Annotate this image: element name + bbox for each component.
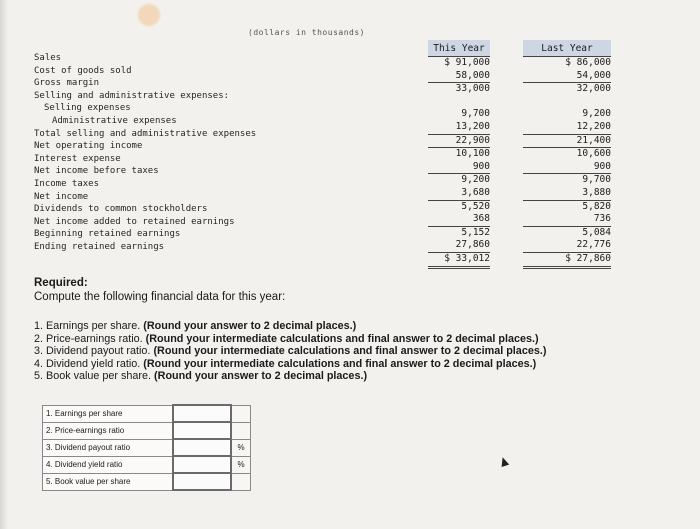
value-cell: 3,680 bbox=[428, 187, 490, 201]
row-label: Total selling and administrative expenses bbox=[34, 128, 257, 139]
value-cell: 33,000 bbox=[455, 83, 490, 95]
value-cell: 900 bbox=[428, 161, 490, 175]
value-cell: 5,520 bbox=[461, 200, 490, 212]
answer-row bbox=[43, 456, 251, 473]
unit-cell bbox=[231, 405, 251, 422]
value-cell: 9,200 bbox=[582, 108, 611, 120]
answer-label: 5. Book value per share bbox=[43, 473, 174, 490]
value-cell: 22,776 bbox=[523, 239, 611, 253]
required-title: Required: bbox=[34, 277, 88, 289]
mouse-cursor-icon bbox=[499, 456, 509, 467]
answer-label: 1. Earnings per share bbox=[43, 405, 174, 422]
value-cell: 9,700 bbox=[461, 108, 490, 120]
row-label: Net income added to retained earnings bbox=[34, 216, 235, 227]
required-section bbox=[34, 276, 285, 304]
value-cell: 32,000 bbox=[576, 83, 611, 95]
requirement-item: 4. Dividend yield ratio. (Round your intermediate calculations and final answer to 2 decimal places.) bbox=[34, 357, 537, 370]
requirement-item: 5. Book value per share. (Round your answer to 2 decimal places.) bbox=[34, 370, 368, 383]
value-cell: 13,200 bbox=[428, 121, 490, 135]
value-cell: 900 bbox=[523, 161, 611, 175]
percent-unit: % bbox=[231, 456, 251, 473]
value-cell: 10,600 bbox=[576, 148, 611, 160]
page-edge bbox=[0, 0, 8, 529]
value-cell: 3,880 bbox=[523, 187, 611, 201]
requirement-item: 2. Price-earnings ratio. (Round your intermediate calculations and final answer to 2 decimal places.) bbox=[34, 332, 539, 345]
dividend-yield-ratio-input[interactable] bbox=[173, 456, 231, 473]
value-cell: $ 33,012 bbox=[428, 253, 490, 269]
last-year-column bbox=[523, 40, 611, 269]
row-label: Beginning retained earnings bbox=[34, 229, 181, 240]
value-cell: 368 bbox=[428, 213, 490, 227]
value-cell: 736 bbox=[523, 213, 611, 227]
answer-row bbox=[43, 473, 251, 490]
row-label: Selling and administrative expenses: bbox=[34, 90, 230, 101]
row-label: Net income bbox=[34, 191, 89, 202]
row-label: Cost of goods sold bbox=[34, 65, 132, 76]
value-cell bbox=[428, 96, 490, 109]
requirement-item: 3. Dividend payout ratio. (Round your intermediate calculations and final answer to 2 decimal places.) bbox=[34, 345, 547, 358]
glare-spot bbox=[138, 4, 160, 26]
units-note: (dollars in thousands) bbox=[248, 28, 365, 37]
row-label: Administrative expenses bbox=[52, 115, 177, 126]
answer-table bbox=[42, 404, 251, 491]
value-cell: $ 91,000 bbox=[444, 57, 490, 68]
answer-row bbox=[43, 439, 251, 456]
answer-label: 3. Dividend payout ratio bbox=[43, 439, 174, 456]
value-cell: 9,200 bbox=[461, 174, 490, 186]
value-cell: 54,000 bbox=[523, 70, 611, 84]
value-cell: $ 27,860 bbox=[523, 253, 611, 269]
unit-cell bbox=[231, 473, 251, 490]
answer-row bbox=[43, 405, 251, 422]
answer-label: 4. Dividend yield ratio bbox=[43, 456, 174, 473]
row-label: Selling expenses bbox=[44, 103, 131, 114]
percent-unit: % bbox=[231, 439, 251, 456]
earnings-per-share-input[interactable] bbox=[173, 405, 231, 422]
value-cell: 5,152 bbox=[461, 226, 490, 238]
requirements-list bbox=[34, 320, 546, 383]
requirement-item: 1. Earnings per share. (Round your answer to 2 decimal places.) bbox=[34, 320, 357, 332]
value-cell: 22,900 bbox=[428, 135, 490, 149]
price-earnings-ratio-input[interactable] bbox=[173, 422, 231, 439]
value-cell bbox=[523, 96, 611, 109]
row-label: Net operating income bbox=[34, 141, 143, 152]
value-cell: 10,100 bbox=[455, 148, 490, 160]
value-cell: 27,860 bbox=[428, 239, 490, 253]
book-value-per-share-input[interactable] bbox=[173, 473, 231, 490]
statement-labels bbox=[34, 52, 256, 254]
row-label: Income taxes bbox=[34, 178, 100, 189]
required-intro: Compute the following financial data for this year: bbox=[34, 291, 286, 303]
this-year-column bbox=[428, 40, 490, 269]
value-cell: 21,400 bbox=[523, 135, 611, 149]
income-statement bbox=[28, 40, 616, 266]
value-cell: $ 86,000 bbox=[565, 57, 611, 68]
row-label: Interest expense bbox=[34, 153, 121, 164]
row-label: Ending retained earnings bbox=[34, 241, 165, 252]
last-year-header: Last Year bbox=[523, 40, 611, 57]
row-label: Dividends to common stockholders bbox=[34, 204, 208, 215]
value-cell: 5,820 bbox=[582, 200, 611, 212]
value-cell: 5,084 bbox=[582, 226, 611, 238]
value-cell: 58,000 bbox=[428, 70, 490, 84]
answer-label: 2. Price-earnings ratio bbox=[43, 422, 174, 439]
value-cell: 12,200 bbox=[523, 121, 611, 135]
answer-row bbox=[43, 422, 251, 439]
row-label: Sales bbox=[34, 53, 62, 63]
dividend-payout-ratio-input[interactable] bbox=[173, 439, 231, 456]
row-label: Gross margin bbox=[34, 78, 100, 89]
value-cell: 9,700 bbox=[582, 174, 611, 186]
unit-cell bbox=[231, 422, 251, 439]
this-year-header: This Year bbox=[428, 40, 490, 57]
row-label: Net income before taxes bbox=[34, 166, 159, 177]
